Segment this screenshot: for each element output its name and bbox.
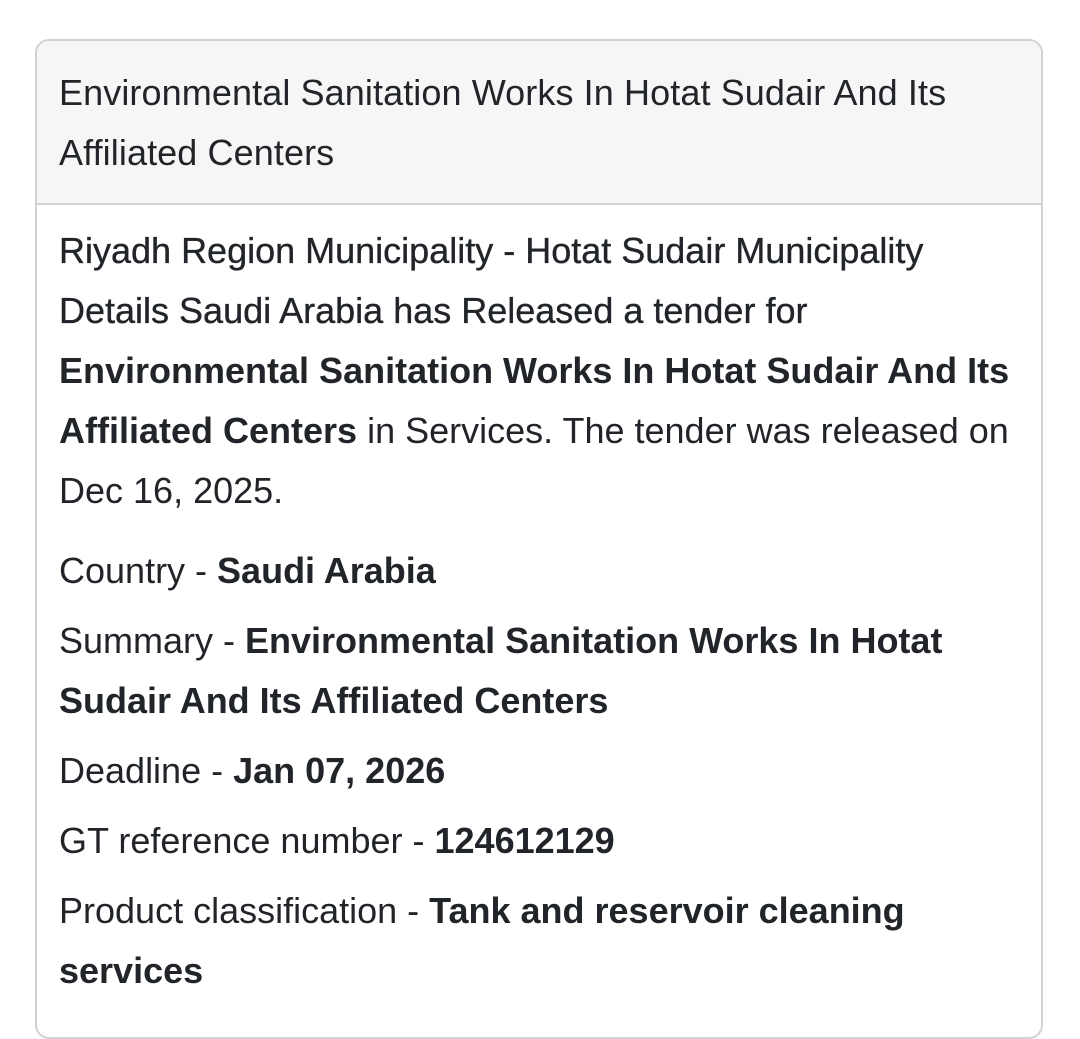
detail-summary bbox=[59, 611, 1017, 731]
detail-value: Environmental Sanitation Works In Hotat Sudair And Its Affiliated Centers bbox=[59, 620, 943, 721]
detail-label: Deadline - bbox=[59, 750, 234, 791]
tender-intro bbox=[59, 221, 1017, 521]
tender-card-body bbox=[37, 205, 1041, 1001]
detail-label: Country - bbox=[59, 550, 218, 591]
detail-country bbox=[59, 541, 1017, 601]
tender-card bbox=[35, 39, 1043, 1039]
detail-gt-reference bbox=[59, 811, 1017, 871]
intro-tender-name: Environmental Sanitation Works In Hotat Sudair And Its Affiliated Centers bbox=[59, 350, 1010, 451]
intro-lead-text: Riyadh Region Municipality - Hotat Sudair Municipality Details Saudi Arabia has Released a tender for bbox=[59, 230, 924, 331]
detail-label: Product classification - bbox=[59, 890, 430, 931]
detail-value: Jan 07, 2026 bbox=[233, 750, 446, 791]
detail-value: 124612129 bbox=[434, 820, 615, 861]
intro-release-text: in Services. The tender was released on Dec 16, 2025. bbox=[59, 410, 1009, 511]
detail-label: Summary - bbox=[59, 620, 246, 661]
detail-deadline bbox=[59, 741, 1017, 801]
tender-title-header bbox=[37, 41, 1041, 205]
tender-title: Environmental Sanitation Works In Hotat Sudair And Its Affiliated Centers bbox=[59, 72, 947, 173]
detail-label: GT reference number - bbox=[59, 820, 435, 861]
detail-product-classification bbox=[59, 881, 1017, 1001]
detail-value: Tank and reservoir cleaning services bbox=[59, 890, 905, 991]
detail-value: Saudi Arabia bbox=[217, 550, 436, 591]
